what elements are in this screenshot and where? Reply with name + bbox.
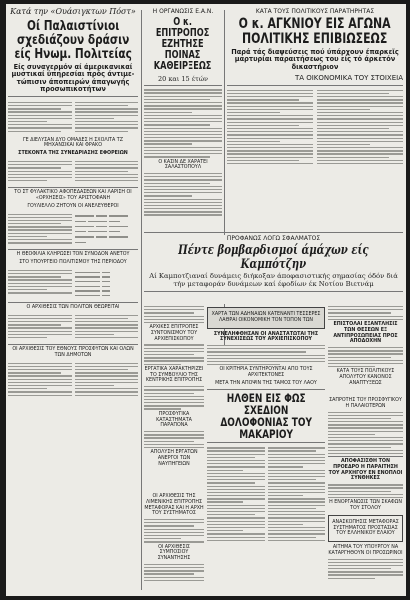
article-body [328,306,403,320]
headline-cambodia: Πέντε βομβαρδισμοί άμάχων είς Καμπότζην [178,243,369,272]
article-body [8,270,72,298]
small-headline: ΑΠΟΛΥΣΗ ΕΡΓΑΤΩΝ ΑΝΕΡΓΟΙ ΤΩΝ ΝΑΥΠΗΓΕΙΩΝ [150,450,198,467]
small-headline: ΣΤΕΚΟΝΤΑ ΤΗΣ ΣΥΝΕΔΡΙΑΣΗΣ ΕΦΟΡΕΙΩΝ [18,151,128,157]
headline-palestinians: Οί Παλαιστίνιοι σχεδιάζουν δράσιν είς Ηνωμ. Πολιτείας [14,18,132,63]
small-headline: ΑΠΟΦΑΣΙΣΘΗ ΤΟΝ ΠΡΟΕΔΡΟ Η ΠΑΡΑΙΤΗΣΗ ΤΟΥ ΑΡΧΗΓΟΥ ΕΝ ΕΝΟΠΛΟΙ ΣΥΝΘΗΚΕΣ [328,459,403,482]
article-body [144,564,204,581]
article-body [144,306,204,323]
boxed-item [328,515,403,542]
small-headline: ΧΑΡΤΑ ΤΩΝ ΑΔΗΝΑΙΩΝ ΚΑΤΕΝΑΝΤΙ ΤΕΣΣΕΡΕΣ ΛΑΘΡΑΙ ΟΙΚΟΝΟΜΙΚΗ ΤΟΝ ΤΟΠΟΝ ΤΩΝ [211,312,321,323]
small-headline: Ο ΚΑΣΙΝ ΔΕ ΧΑΡΑΤΕΙ ΣΑΛΑΣΤΟΠΟΥΛ [158,159,208,171]
article-body [8,315,72,341]
article-body [328,484,403,498]
article-body [207,447,265,543]
article-body [207,345,325,365]
column-agnew [227,4,403,232]
article-body [328,347,403,367]
article-body [8,102,72,134]
subhead: ΤΑ ΟΙΚΟΝΟΜΙΚΑ ΤΟΥ ΣΤΟΙΧΕΙΑ [294,74,403,83]
kicker: Κατά την «Ουάσιγκτων Πόστ» [10,7,136,16]
article-body [227,90,313,167]
article-body [268,447,326,543]
article-body [75,102,139,134]
headline-agnew: Ο κ. ΑΓΚΝΙΟΥ ΕΙΣ ΑΓΩΝΑ ΠΟΛΙΤΙΚΗΣ ΕΠΙΒΙΩΣΕΩΣ [239,16,391,47]
small-headline: ΣΑΠΡΟΤΗΣ ΤΟΥ ΠΡΟΣΦΥΓΙΚΟΥ Η ΠΑΛΑΙΟΤΕΡΩΝ [329,398,402,409]
small-headline: ΑΙΤΗΜΑ ΤΟΥ ΥΠΟΥΡΓΟΥ ΝΑ ΚΑΤΑΡΓΗΘΟΥΝ ΟΙ ΠΡΟΣΩΡΙΝΟΙ [328,545,403,556]
headline-makarios: ΗΛΘΕΝ ΕΙΣ ΦΩΣ ΣΧΕΔΙΟΝ ΔΟΛΟΦΟΝΙΑΣ ΤΟΥ ΜΑΚΑΡΙΟΥ [220,391,312,442]
small-headline: ΟΙ ΑΡΧΙΘΕΣΙΣ ΣΥΜΠΟΣΙΟΥ ΣΥΝΑΝΤΗΣΗΣ [157,544,191,562]
small-headline: ΠΡΟΣΦΥΓΙΚΑ ΚΑΤΑΣΤΗΜΑΤΑ ΠΑΡΑΠΟΝΑ [156,411,192,429]
mid-right-column [328,304,403,396]
article-body [144,519,204,543]
bottom-right-column [328,396,403,596]
small-headline: Η ΕΝΟΡΓΑΝΩΣΙΣ ΤΩΝ ΣΚΑΦΩΝ ΤΟΥ ΣΤΟΛΟΥ [329,500,402,512]
article-body [144,173,222,216]
results-listing [75,270,139,298]
results-listing [75,214,139,246]
small-headline: ΣΤΟ ΥΠΟΥΡΓΕΙΟ ΠΟΛΙΤΙΣΜΟΥ ΤΗΣ ΠΕΡΙΟΔΟΥ [19,260,127,266]
small-headline: ΟΙ ΚΡΙΤΗΡΙΑ ΣΥΝΤΗΡΟΥΝΤΑΙ ΑΠΟ ΤΟΥΣ ΑΡΧΙΤΕΚΤΟΝΕΣ [219,367,313,379]
small-headline: ΣΥΝΕΛΗΦΘΗΣΑΝ ΟΙ ΑΝΑΣΤΑΤΩΤΑΙ ΤΗΣ ΣΥΝΕΧΙΣΕΩΣ ΤΟΥ ΑΡΧΙΕΠΙΣΚΟΠΟΥ [213,331,319,343]
article-body [8,214,72,246]
column-left [8,4,138,596]
bottom-mid-left [144,492,204,596]
deck: Αί Καμποτζιαναί δυνάμεις διήκοξαν άποφασιστικής σημασίας όδόν διά τήν μεταφοράν δυνάμεων καί έφοδίων έκ Νοτίου Βιετνάμ [149,272,398,289]
makarios-block [207,389,325,596]
article-body [144,344,204,364]
section-label: ΚΑΤΑ ΤΟΥΣ ΠΟΛΙΤΙΚΟΥΣ ΠΑΡΑΤΗΡΗΤΑΣ [255,8,375,15]
article-body [8,161,72,183]
small-headline: ΓΟΥΛΙΕΛΛΟ ΖΗΤΟΥΝ ΟΙ ΑΝΕΛΕΥΘΕΡΟΙ [27,203,119,209]
section-label: ΠΡΟΦΑΝΩΣ ΛΟΓΩ ΣΦΑΛΜΑΤΟΣ [226,235,321,242]
small-headline: Ο ΑΡΧΙΘΕΣΙΣ ΤΩΝ ΠΟΛΙΤΩΝ ΘΕΩΡΕΙΤΑΙ [26,304,120,310]
headline-prosecutor: Ο κ. ΕΠΙΤΡΟΠΟΣ ΕΖΗΤΗΣΕ ΠΟΙΝΑΣ ΚΑΘΕΙΡΞΕΩΣ [154,16,212,73]
small-headline: ΕΡΓΑΤΙΚΑ ΧΑΡΑΚΤΗΡΙΖΕΙ ΤΟ ΣΥΜΒΟΥΛΙΟ ΤΗΣ ΚΕΝΤΡΙΚΗΣ ΕΠΙΤΡΟΠΗΣ [144,366,204,384]
mid-center-column [207,304,325,389]
article-body [144,386,204,410]
mid-left-column [144,304,204,489]
article-body [144,431,204,448]
article-body [75,161,139,183]
small-headline: ΓΕ ΔΙΕΛΥΣΑΝ ΔΥΟ ΟΜΑΔΕΣ Η ΣΧΟΛΙΤΑ ΤΖ ΜΗΧΑΝΣΙΚΑΙ ΚΑΙ ΦΡΑΚΟ [22,137,124,149]
small-headline: ΕΠΙΣΤΟΛΑΙ ΕΞΑΝΤΛΗΣΙΣ ΤΩΝ ΘΕΣΕΩΝ ΕΞ ΑΝΤΙΠΡΟΣΩΠΕΙΑΣ ΠΡΟΣ ΑΠΟΔΟΧΗΝ [333,322,398,345]
deck: Είς συναγερμόν αί άμερικανικαί μυστικαί ύπηρεσίαι πρός άντιμε-τώπισιν άποπειρών άπαγωγής προσωπικοτήτων [11,62,135,94]
deck: 20 και 15 έτών [158,75,208,84]
small-headline: ΑΝΑΣΚΟΠΗΣΙΣ ΜΕΤΑΦΟΡΑΣ ΣΥΣΤΗΜΑΤΟΣ ΠΡΟΣΤΑΣΙΑΣ ΤΟΥ ΕΛΛΗΝΙΚΟΥ ΕΛΑΙΟΥ [332,519,399,537]
article-body [75,315,139,341]
small-headline: ΟΙ ΑΡΧΙΘΕΣΙΣ ΤΗΣ ΛΙΜΕΝΙΚΗΣ ΕΠΙΤΡΟΠΗΣ ΜΕΤΑΦΟΡΑΣ ΚΑΙ Η ΑΡΧΗ ΤΟΥ ΣΥΣΤΗΜΑΤΟΣ [144,494,204,517]
column-prosecutor [144,4,222,232]
small-headline: ΚΑΤΑ ΤΟΥΣ ΠΟΛΙΤΙΚΟΥΣ ΑΠΟΛΥΤΟΥ ΚΑΝΟΝΟΣ ΑΝΑΠΤΥΞΕΩΣ [336,369,395,386]
section-label: Η ΟΡΓΑΝΩΣΙΣ Ε.Α.Ν. [152,8,214,15]
small-headline: ΤΟ ΣΤ ΦΥΛΑΚΤΙΚΟ ΑΦΟΠΕΔΑΣΕΩΝ ΚΑΙ ΛΑΡΙΣΗ ΟΙ «ΟΡΧΗΣΕΙΣ» ΤΟΥ ΑΡΙΣΤΟΦΑΝΗ [14,190,132,202]
article-body [328,559,403,579]
small-headline: Η ΘΕΟΦΙΛΙΑ ΚΛΗΡΩΣΕΙ ΤΟΝ ΣΥΝΟΔΟΝ ΑΝΕΤΟΥ [16,252,130,258]
article-body [328,412,403,455]
article-body [75,363,139,398]
small-headline: ΟΙ ΑΡΧΙΘΕΣΙΣ ΤΟΥ ΕΘΝΟΥΣ ΠΡΟΣΦΥΓΩΝ ΚΑΙ ΟΛΩΝ ΤΩΝ ΔΗΜΟΤΩΝ [12,347,134,358]
column-rule [224,10,225,235]
column-rule [141,10,142,590]
small-headline: ΜΕΤΑ ΤΗΝ ΑΠΟΨΙΝ ΤΗΣ ΤΑΜΟΣ ΤΟΥ ΛΑΟΥ [215,380,317,386]
boxed-item [207,307,325,329]
article-body [144,89,222,157]
newspaper-page [6,4,406,596]
article-body [8,363,72,398]
small-headline: ΑΡΧΙΚΕΣ ΕΠΙΤΡΟΠΕΣ ΣΥΝΤΟΝΙΣΜΟΥ ΤΟΥ ΑΡΧΙΕΠΙΣΚΟΠΟΥ [149,325,199,342]
deck: Παρά τάς διαψεύσεις πού ύπάρχουν έπαρκεῖς μαρτυρίαι παραιτήσεως του είς τό άρκετόν δικαστήριον [231,47,399,71]
article-body [317,90,403,167]
